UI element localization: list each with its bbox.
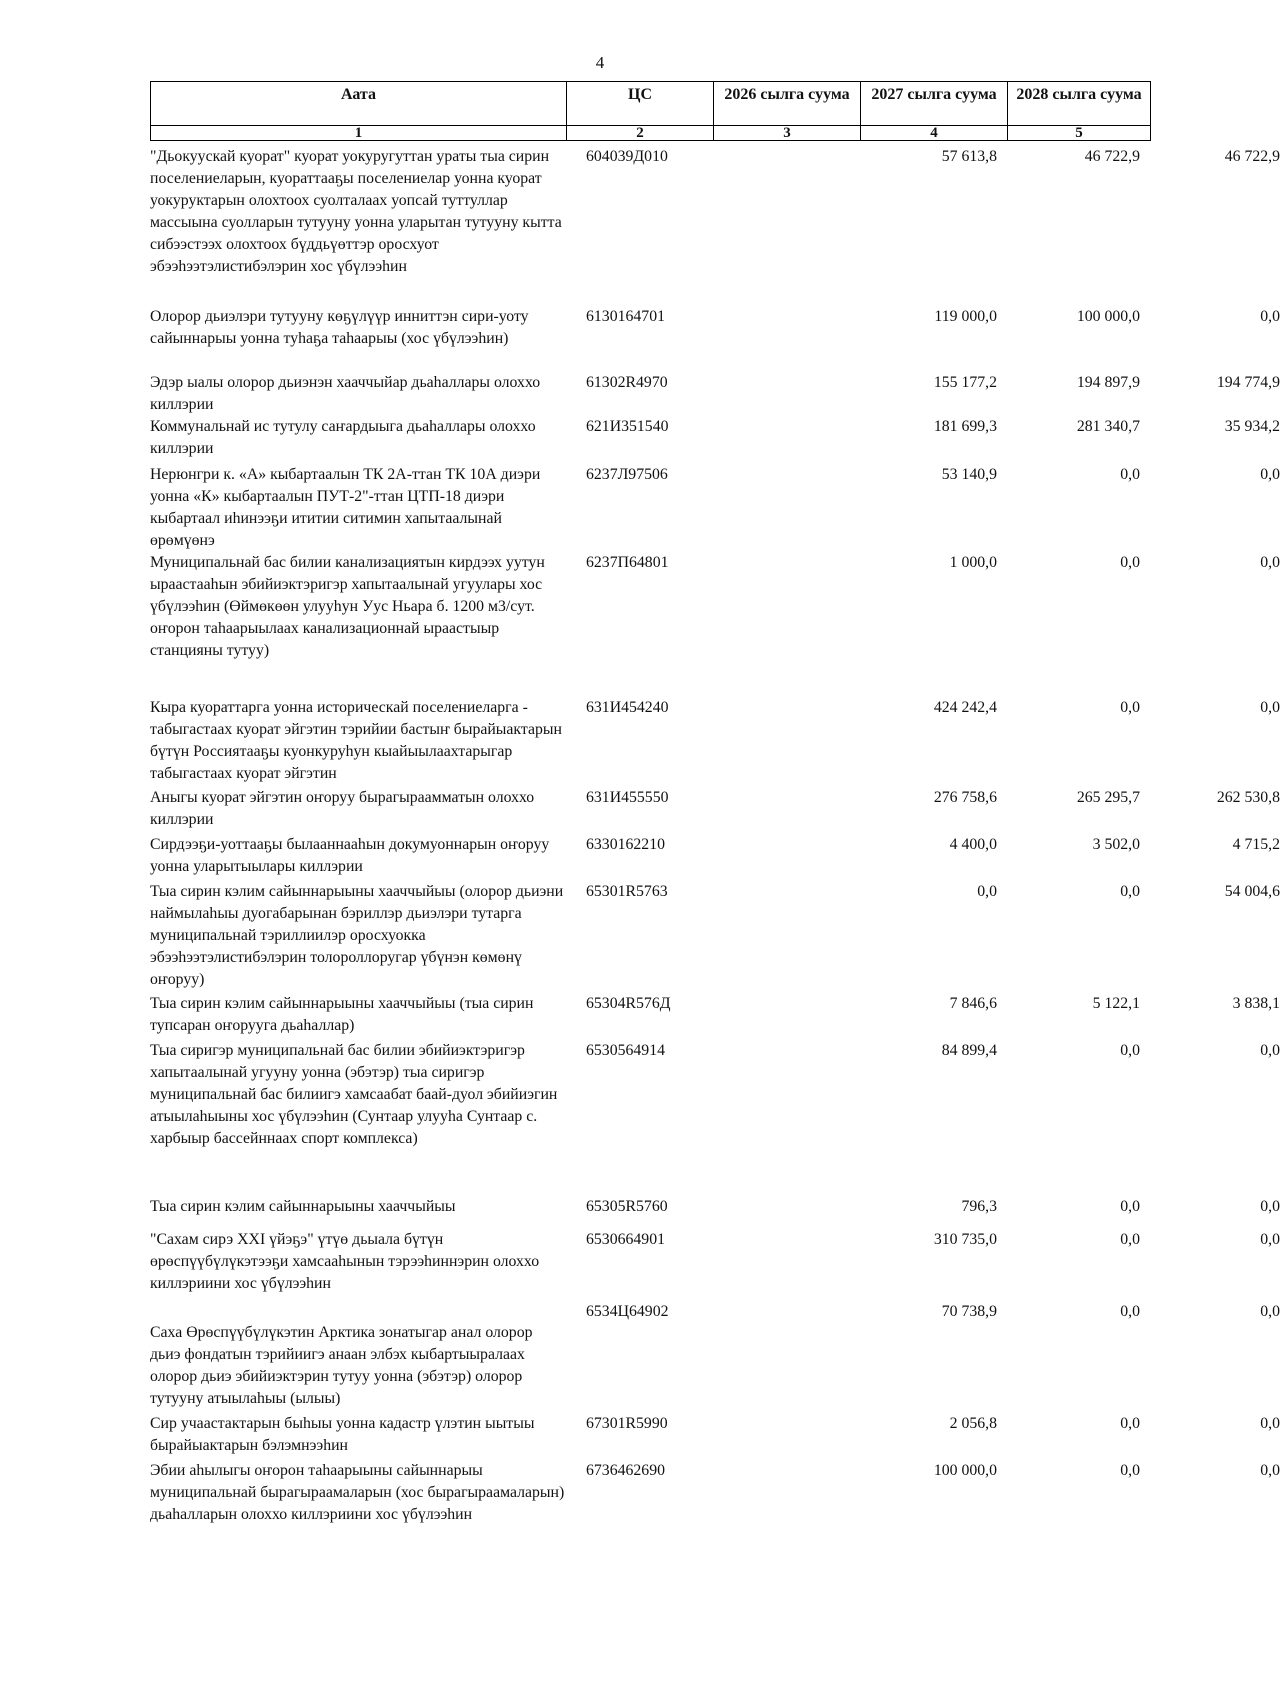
row-name: Эдэр ыалы олорор дьиэнэн хааччыйар дьаһаллары олоххо киллэрии — [150, 374, 541, 413]
row-cs: 6530564914 — [586, 1042, 665, 1059]
row-name: Нерюнгри к. «А» кыбартаалын ТК 2А-ттан ТК 10А диэри уонна «К» кыбартаалын ПУТ-2"-ттан ЦТП-18 диэри кыбартаал иһинээҕи ититии ситимин хапытаалынай өрөмүөнэ — [150, 466, 541, 549]
row-name: "Дьокуускай куорат" куорат уокуругуттан ураты тыа сирин поселениеларын, куораттааҕы поселениелар уонна куорат уокуруктарын олохтоох суолталаах уопсай туттуллар массыына суолларын тутууну уонна уларытан тутууну кытта сибээстээх олохтоох бүддьүөттэр оросхуот эбээһээтэлистибэлэрин хос үбүлээһин — [150, 148, 562, 275]
row-2028: 3 838,1 — [1232, 995, 1280, 1012]
table-row — [150, 697, 1280, 787]
row-2028: 0,0 — [1260, 1231, 1280, 1248]
row-2028: 54 004,6 — [1224, 883, 1280, 900]
row-2027: 0,0 — [1120, 1042, 1140, 1059]
header-2026: 2026 сылга суума — [714, 82, 861, 126]
row-cs: 621И351540 — [586, 418, 669, 435]
row-2027: 0,0 — [1120, 1415, 1140, 1432]
row-name: Муниципальнай бас билии канализациятын кирдээх уутун ыраастааһын эбийиэктэригэр хапытаалынай угуулары хос үбүлээһин (Өймөкөөн улууһун Уус Ньара б. 1200 м3/сут. оҥорон таһаарыылаах канализационнай ыраастыыр станцияны тутуу) — [150, 554, 545, 659]
row-2028: 0,0 — [1260, 308, 1280, 325]
row-cs: 67301R5990 — [586, 1415, 668, 1432]
row-2026: 100 000,0 — [933, 1462, 997, 1479]
row-name: Сир учаастактарын быһыы уонна кадастр үлэтин ыытыы бырайыактарын бэлэмнээһин — [150, 1415, 535, 1454]
row-name: Тыа сирин кэлим сайыннарыыны хааччыйыы (тыа сирин тупсаран оҥорууга дьаһаллар) — [150, 995, 534, 1034]
row-2026: 53 140,9 — [941, 466, 997, 483]
row-2026: 84 899,4 — [941, 1042, 997, 1059]
table-row — [150, 1196, 1280, 1229]
row-cs: 6736462690 — [586, 1462, 665, 1479]
table-row — [150, 1229, 1280, 1301]
row-name: Кыра куораттарга уонна историческай поселениеларга - табыгастаах куорат эйгэтин тэрийии бастыҥ бырайыактарын бүтүн Россиятааҕы куонкуруһун кыайыылаахтарыгар табыгастаах куорат эйгэтин — [150, 699, 562, 782]
row-2026: 0,0 — [977, 883, 997, 900]
row-2027: 0,0 — [1120, 1303, 1140, 1320]
row-name: Аныгы куорат эйгэтин оҥоруу бырагыраамматын олоххо киллэрии — [150, 789, 535, 828]
row-name: Эбии аһылыгы оҥорон таһаарыыны сайыннарыы муниципальнай бырагыраамаларын (хос бырагыраамаларын) дьаһалларын олоххо киллэриини хос үбүлээһин — [150, 1462, 565, 1523]
row-2026: 155 177,2 — [933, 374, 997, 391]
row-cs: 61302R4970 — [586, 374, 668, 391]
row-name: Тыа сиригэр муниципальнай бас билии эбийиэктэригэр хапытаалынай угууну уонна (эбэтэр) тыа сиригэр муниципальнай бас билиигэ хамсаабат баай-дуол эбийиэгин атыылаһыыны хос үбүлээһин (Сунтаар улууһа Сунтаар с. харбыыр бассейннаах спорт комплекса) — [150, 1042, 558, 1147]
header-num: 3 — [714, 126, 861, 141]
table-row — [150, 306, 1280, 372]
table-row — [150, 372, 1280, 416]
row-2028: 0,0 — [1260, 466, 1280, 483]
row-2027: 5 122,1 — [1092, 995, 1140, 1012]
header-num: 1 — [151, 126, 567, 141]
row-2028: 0,0 — [1260, 1303, 1280, 1320]
row-2026: 2 056,8 — [949, 1415, 997, 1432]
table-row — [150, 993, 1280, 1040]
row-2026: 119 000,0 — [934, 308, 997, 325]
page-number: 4 — [595, 53, 605, 72]
row-cs: 65301R5763 — [586, 883, 668, 900]
row-cs: 604039Д010 — [586, 148, 668, 165]
row-2026: 70 738,9 — [941, 1303, 997, 1320]
row-2026: 1 000,0 — [949, 554, 997, 571]
row-2026: 7 846,6 — [949, 995, 997, 1012]
table-row — [150, 146, 1280, 299]
row-2026: 310 735,0 — [933, 1231, 997, 1248]
header-num: 4 — [861, 126, 1008, 141]
row-2027: 0,0 — [1120, 1462, 1140, 1479]
row-cs: 65305R5760 — [586, 1198, 668, 1215]
row-2027: 100 000,0 — [1076, 308, 1140, 325]
row-2026: 796,3 — [961, 1198, 997, 1215]
row-name: Коммунальнай ис тутулу саҥардыыга дьаһаллары олоххо киллэрии — [150, 418, 536, 457]
header-name: Аата — [151, 82, 567, 126]
row-name: Саха Өрөспүүбүлүкэтин Арктика зонатыгар анал олорор дьиэ фондатын тэрийиигэ анаан элбэх кыбартыыралаах олорор дьиэ эбийиэктэрин тутуу уонна (эбэтэр) олорор тутууну атыылаһыы (ылыы) — [150, 1324, 533, 1407]
table-row — [150, 881, 1280, 993]
row-2028: 0,0 — [1260, 1415, 1280, 1432]
row-2028: 0,0 — [1260, 699, 1280, 716]
row-2027: 194 897,9 — [1076, 374, 1140, 391]
table-row — [150, 1413, 1280, 1460]
row-name: Сирдээҕи-уоттааҕы былааннааһын докумуоннарын оҥоруу уонна уларытыылары киллэрии — [150, 836, 550, 875]
header-cs: ЦС — [567, 82, 714, 126]
row-cs: 6534Ц64902 — [586, 1303, 669, 1320]
header-num: 2 — [567, 126, 714, 141]
table-row — [150, 787, 1280, 834]
table-row — [150, 1301, 1280, 1413]
row-2028: 0,0 — [1260, 1042, 1280, 1059]
row-2028: 194 774,9 — [1216, 374, 1280, 391]
table-row — [150, 834, 1280, 881]
row-2028: 35 934,2 — [1224, 418, 1280, 435]
row-2028: 262 530,8 — [1216, 789, 1280, 806]
row-2028: 46 722,9 — [1224, 148, 1280, 165]
row-2028: 0,0 — [1260, 1198, 1280, 1215]
row-2026: 276 758,6 — [933, 789, 997, 806]
header-2027: 2027 сылга суума — [861, 82, 1008, 126]
row-2027: 0,0 — [1120, 699, 1140, 716]
row-2027: 0,0 — [1120, 1198, 1140, 1215]
row-cs: 6237Л97506 — [586, 466, 668, 483]
row-name: Тыа сирин кэлим сайыннарыыны хааччыйыы — [150, 1198, 456, 1215]
row-2027: 46 722,9 — [1084, 148, 1140, 165]
header-2028: 2028 сылга суума — [1008, 82, 1151, 126]
row-name: Тыа сирин кэлим сайыннарыыны хааччыйыы (олорор дьиэни наймылаһыы дуогабарынан бэриллэр дьиэлэри тутарга муниципальнай тэриллиилэр оросхуокка эбээһээтэлистибэлэрин толороллоругар үбүнэн көмөнү оҥоруу) — [150, 883, 564, 988]
table-body — [150, 146, 1280, 1550]
row-2028: 0,0 — [1260, 554, 1280, 571]
row-2027: 3 502,0 — [1092, 836, 1140, 853]
table-row — [150, 1040, 1280, 1196]
table-row — [150, 416, 1280, 464]
row-2026: 181 699,3 — [933, 418, 997, 435]
row-2027: 0,0 — [1120, 1231, 1140, 1248]
row-cs: 6130164701 — [586, 308, 665, 325]
row-cs: 631И455550 — [586, 789, 669, 806]
table-header — [150, 81, 1151, 141]
table-row — [150, 464, 1280, 552]
row-name: "Сахам сирэ XXI үйэҕэ" үтүө дьыала бүтүн өрөспүүбүлүкэтээҕи хамсааһынын тэрээһиннэрин олоххо киллэриини хос үбүлээһин — [150, 1231, 540, 1292]
row-2027: 265 295,7 — [1076, 789, 1140, 806]
row-cs: 631И454240 — [586, 699, 669, 716]
row-2026: 57 613,8 — [941, 148, 997, 165]
row-2028: 0,0 — [1260, 1462, 1280, 1479]
row-2027: 0,0 — [1120, 466, 1140, 483]
row-name: Олорор дьиэлэри тутууну көҕүлүүр инниттэн сири-уоту сайыннарыы уонна туһаҕа таһаарыы (хос үбүлээһин) — [150, 308, 529, 347]
row-cs: 6330162210 — [586, 836, 665, 853]
row-2028: 4 715,2 — [1232, 836, 1280, 853]
table-row — [150, 552, 1280, 697]
row-2026: 424 242,4 — [933, 699, 997, 716]
row-2026: 4 400,0 — [949, 836, 997, 853]
row-cs: 6237П64801 — [586, 554, 669, 571]
row-2027: 0,0 — [1120, 554, 1140, 571]
row-2027: 281 340,7 — [1076, 418, 1140, 435]
header-num: 5 — [1008, 126, 1151, 141]
row-2027: 0,0 — [1120, 883, 1140, 900]
table-row — [150, 1460, 1280, 1550]
row-cs: 6530664901 — [586, 1231, 665, 1248]
row-cs: 65304R576Д — [586, 995, 671, 1012]
